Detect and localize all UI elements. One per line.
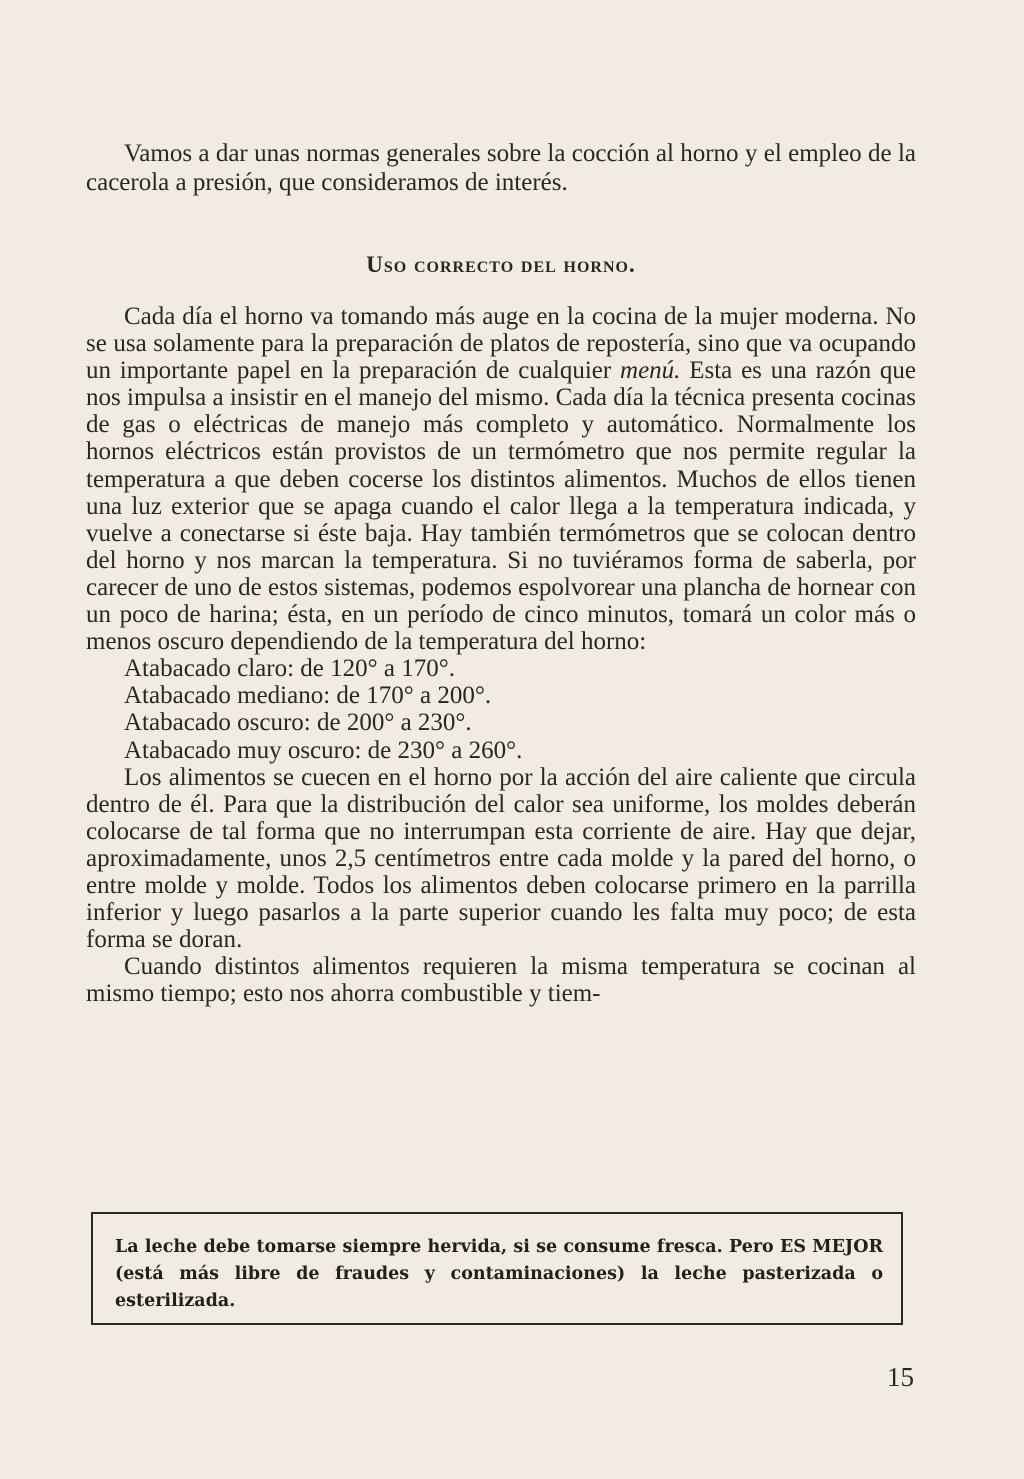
paragraph-oven-usage <box>86 303 916 655</box>
paragraph-text: Cada día el horno va tomando más auge en la cocina de la mujer moderna. No se usa solamente para la preparación de platos de repostería, sino que va ocupando un importante papel en la preparación de cualquier <box>86 303 916 385</box>
temperature-item: Atabacado oscuro: de 200° a 230°. <box>124 709 472 737</box>
paragraph-text: Esta es una razón que nos impulsa a insistir en el manejo del mismo. Cada día la técnica presenta cocinas de gas o eléctricas de manejo más completo y automático. Normalmente los hornos eléctricos están provistos de un termómetro que nos permite regular la temperatura a que deben cocerse los distintos alimentos. Muchos de ellos tienen una luz exterior que se apaga cuando el calor llega a la temperatura indicada, y vuelve a conectarse si éste baja. Hay también termómetros que se colocan dentro del horno y nos marcan la temperatura. Si no tuviéramos forma de saberla, por carecer de uno de estos sistemas, podemos espolvorear una plancha de hornear con un poco de harina; ésta, en un período de cinco minutos, tomará un color más o menos oscuro dependiendo de la temperatura del horno: <box>86 357 916 656</box>
body-text <box>86 303 916 1007</box>
heading-initial: U <box>366 252 384 277</box>
temperature-item: Atabacado mediano: de 170° a 200°. <box>124 682 492 710</box>
temperature-list <box>86 655 916 763</box>
intro-paragraph: Vamos a dar unas normas generales sobre la cocción al horno y el empleo de la cacerola a presión, que consideramos de interés. <box>86 140 916 196</box>
paragraph-same-temperature: Cuando distintos alimentos requieren la misma temperatura se cocinan al mismo tiempo; esto nos ahorra combustible y tiem- <box>86 953 916 1008</box>
paragraph-hot-air: Los alimentos se cuecen en el horno por la acción del aire caliente que circula dentro de él. Para que la distribución del calor sea uniforme, los moldes deberán colocarse de tal forma que no interrumpan esta corriente de aire. Hay que dejar, aproximadamente, unos 2,5 centímetros entre cada molde y la pared del horno, o entre molde y molde. Todos los alimentos deben colocarse primero en la parrilla inferior y luego pasarlos a la parte superior cuando les falta muy poco; de esta forma se doran. <box>86 763 916 954</box>
temperature-item: Atabacado muy oscuro: de 230° a 260°. <box>124 736 523 764</box>
temperature-item: Atabacado claro: de 120° a 170°. <box>124 655 455 683</box>
heading-rest: so correcto del horno. <box>383 252 636 277</box>
milk-note-text: La leche debe tomarse siempre hervida, si se consume fresca. Pero ES MEJOR (está más libre de fraudes y contaminaciones) la leche pasterizada o esterilizada. <box>115 1237 883 1311</box>
page-number: 15 <box>887 1362 914 1392</box>
emphasis-menu: menú. <box>620 357 681 385</box>
milk-note-box <box>91 1212 903 1325</box>
section-heading <box>86 252 916 278</box>
